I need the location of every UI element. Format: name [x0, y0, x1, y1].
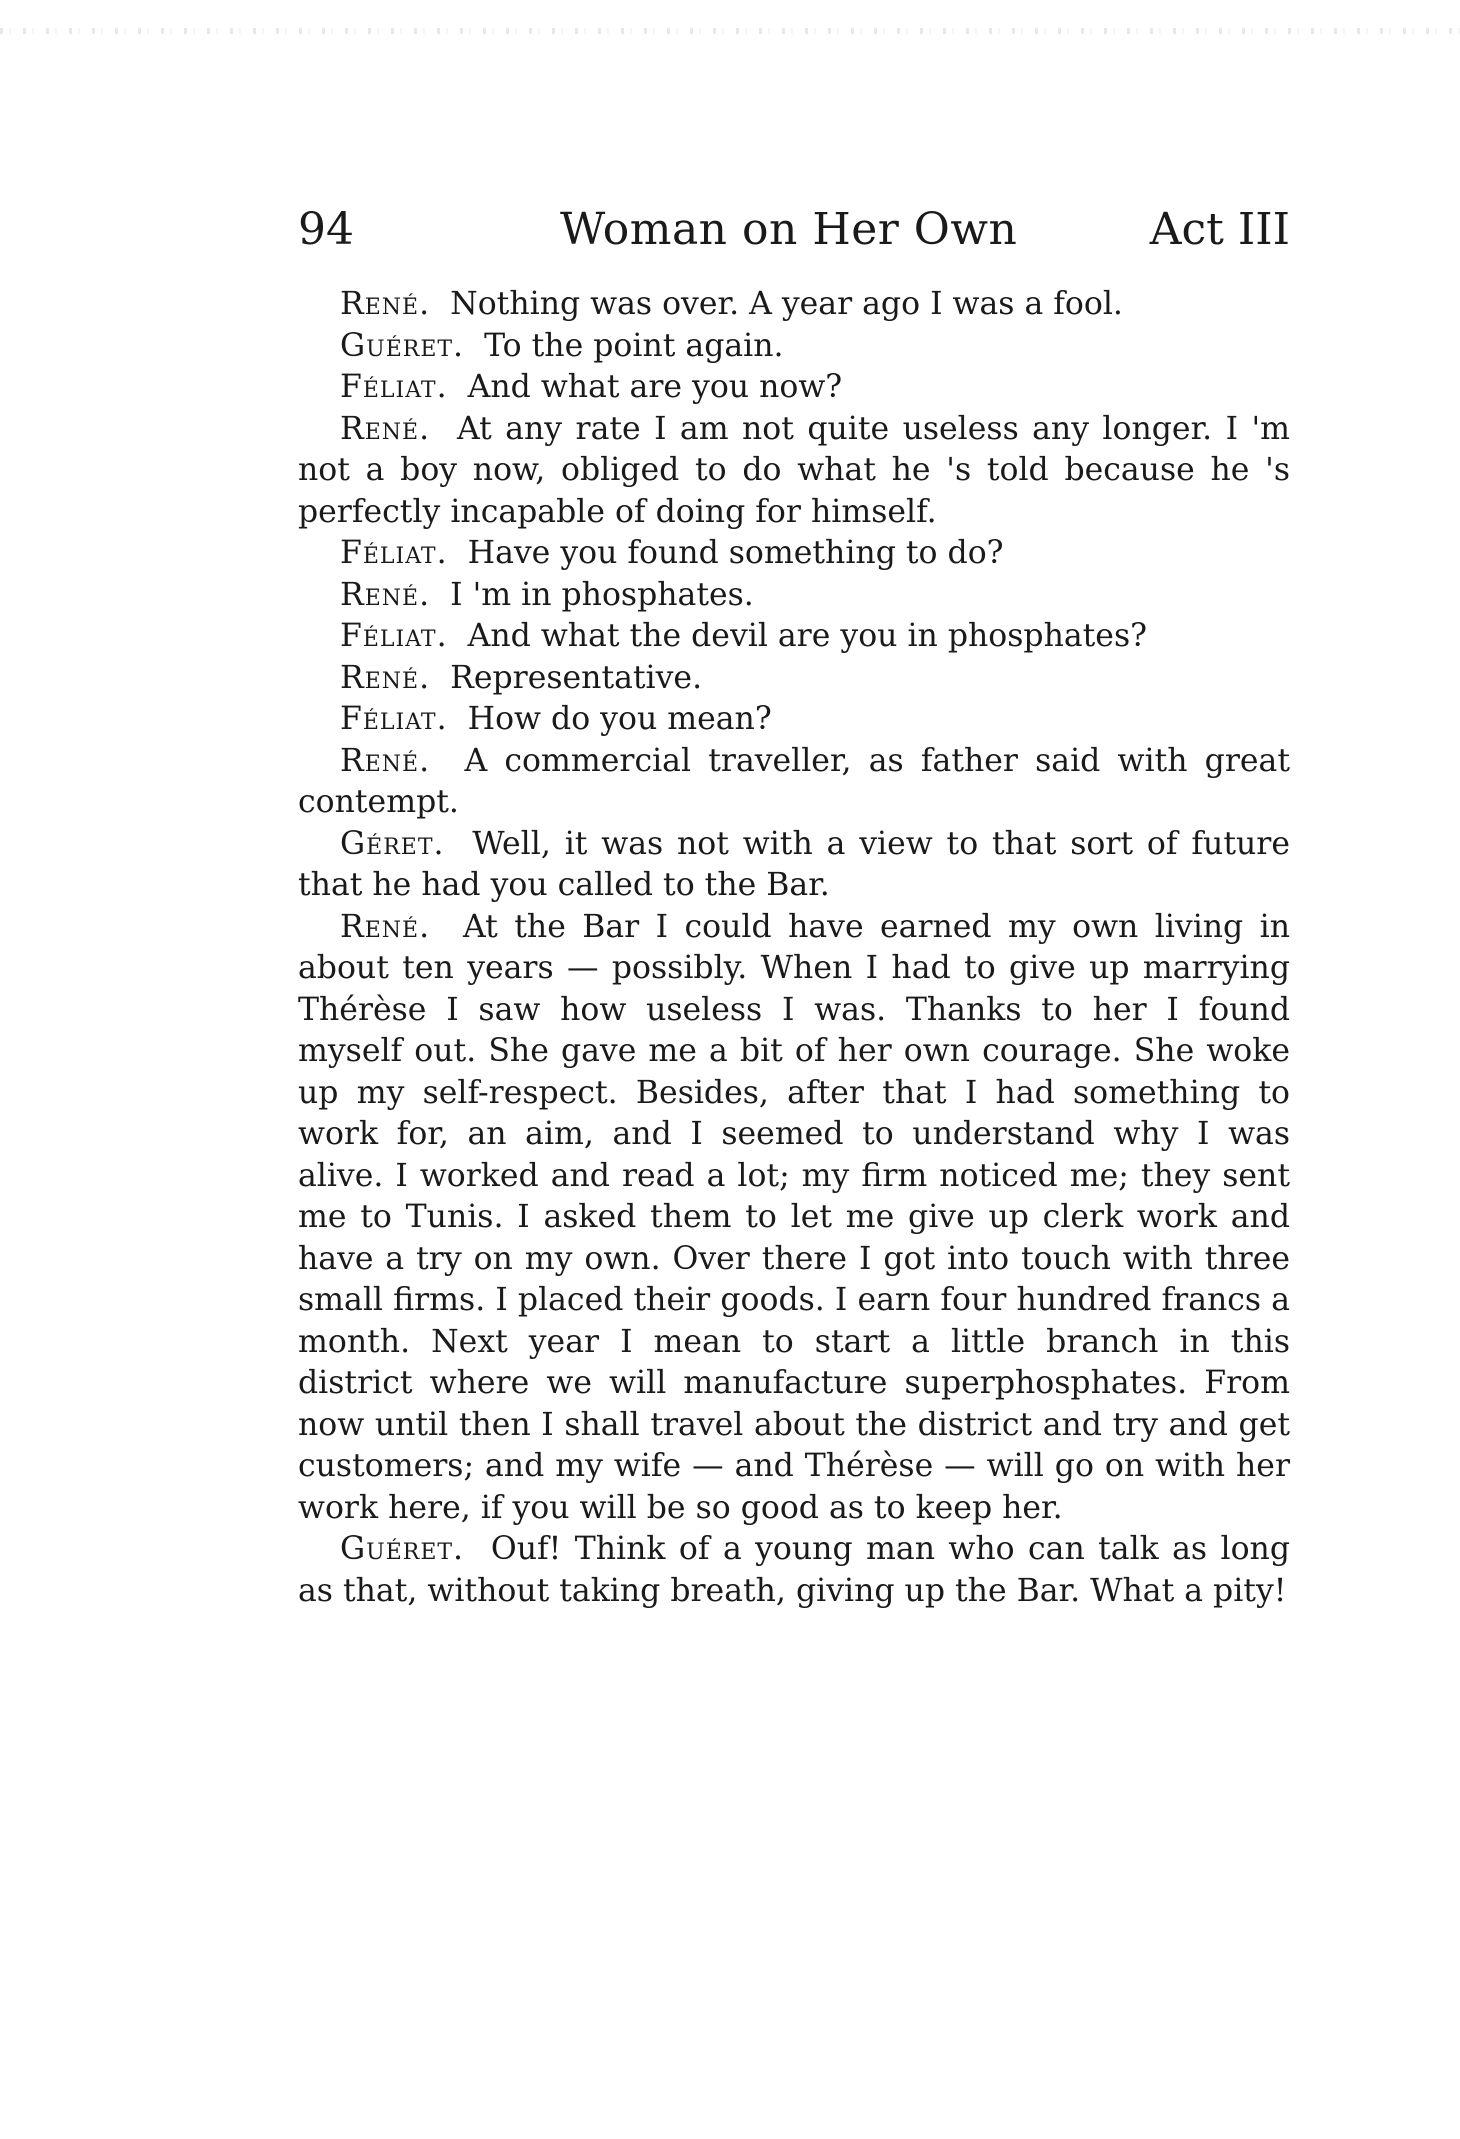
speech-text: I 'm in phosphates. — [450, 576, 754, 613]
speech-text: Well, it was not with a view to that sort of future that he had you called to the Bar. — [298, 825, 1290, 903]
speech-text: How do you mean? — [467, 701, 772, 737]
speaker-name: Guéret. — [340, 327, 465, 364]
speech-text: At the Bar I could have earned my own living in about ten years — possibly. When I had to give up marrying Thérèse I saw how useless I was. Thanks to her I found myself out. She gave me a bit of her own courage. She woke up my self-respect. Besides, after that I had something to work for, an aim, and I seemed to understand why I was alive. I worked and read a lot; my firm noticed me; they sent me to Tunis. I asked them to let me give up clerk work and have a try on my own. Over there I got into touch with three small firms. I placed their goods. I earn four hundred francs a month. Next year I mean to start a little branch in this district where we will manufacture superphosphates. From now until then I shall travel about the district and try and get customers; and my wife — and Thérèse — will go on with her work here, if you will be so good as to keep her. — [298, 908, 1291, 1526]
speech-line — [298, 699, 1290, 741]
speech-line — [298, 575, 1290, 617]
speech-line — [298, 824, 1290, 907]
speech-line — [298, 1529, 1290, 1612]
speech-line — [298, 533, 1290, 575]
speech-text: To the point again. — [484, 327, 784, 364]
speech-line — [298, 284, 1290, 326]
speaker-name: Féliat. — [340, 701, 448, 737]
speech-line — [298, 658, 1290, 700]
speech-text: At any rate I am not quite useless any longer. I 'm not a boy now, obliged to do what he 's told because he 's perfectly incapable of doing for himself. — [298, 410, 1290, 530]
scan-edge-artifact — [0, 28, 1460, 34]
speaker-name: René. — [340, 286, 431, 322]
dialogue-body — [298, 284, 1290, 1612]
speaker-name: René. — [340, 742, 431, 779]
speech-text: Ouf! Think of a young man who can talk as long as that, without taking breath, giving up the Bar. What a pity! — [298, 1531, 1290, 1609]
speaker-name: Féliat. — [340, 369, 448, 405]
page-header — [298, 195, 1290, 265]
speaker-name: Féliat. — [340, 618, 448, 654]
speech-text: And what the devil are you in phosphates? — [467, 618, 1147, 654]
speech-line — [298, 326, 1290, 368]
speaker-name: Géret. — [340, 825, 445, 862]
speech-line — [298, 741, 1290, 824]
speech-line — [298, 409, 1290, 534]
speaker-name: René. — [340, 659, 431, 696]
speech-text: A commercial traveller, as father said with great contempt. — [298, 742, 1290, 820]
speech-line — [298, 907, 1290, 1530]
page-number: 94 — [298, 204, 354, 255]
speaker-name: Féliat. — [340, 535, 448, 571]
running-title: Woman on Her Own — [560, 204, 1018, 255]
speech-text: Have you found something to do? — [467, 535, 1004, 571]
act-label: Act III — [1149, 204, 1290, 255]
speech-line — [298, 616, 1290, 658]
speech-line — [298, 367, 1290, 409]
speech-text: And what are you now? — [467, 369, 843, 405]
speaker-name: René. — [340, 576, 431, 613]
speech-text: Nothing was over. A year ago I was a fool. — [450, 286, 1123, 322]
speaker-name: Guéret. — [340, 1531, 465, 1567]
speaker-name: René. — [340, 410, 431, 447]
speaker-name: René. — [340, 908, 431, 945]
speech-text: Representative. — [450, 659, 703, 696]
